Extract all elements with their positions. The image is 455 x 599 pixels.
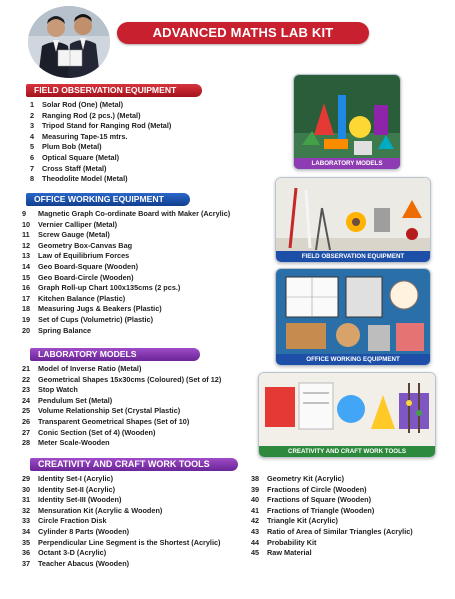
item-label: Measuring Tape-15 mtrs. bbox=[42, 131, 128, 141]
list-item bbox=[251, 474, 413, 485]
list-item bbox=[22, 283, 230, 294]
item-label: Volume Relationship Set (Crystal Plastic) bbox=[38, 406, 181, 416]
item-label: Geometry Box-Canvas Bag bbox=[38, 240, 133, 250]
item-label: Fractions of Triangle (Wooden) bbox=[267, 505, 375, 515]
list-item bbox=[30, 174, 171, 185]
list-item bbox=[22, 474, 220, 485]
item-number: 32 bbox=[22, 505, 31, 515]
item-number: 14 bbox=[22, 261, 31, 271]
item-label: Ratio of Area of Similar Triangles (Acrylic) bbox=[267, 526, 413, 536]
laboratory-models-photo bbox=[293, 74, 401, 170]
item-number: 2 bbox=[30, 110, 35, 120]
item-label: Model of Inverse Ratio (Metal) bbox=[38, 364, 142, 373]
list-item bbox=[251, 538, 413, 549]
item-number: 11 bbox=[22, 230, 30, 240]
photo-caption: CREATIVITY AND CRAFT WORK TOOLS bbox=[259, 446, 435, 457]
photo-caption: OFFICE WORKING EQUIPMENT bbox=[276, 354, 430, 365]
list-item bbox=[22, 396, 221, 407]
item-label: Measuring Jugs & Beakers (Plastic) bbox=[38, 304, 162, 314]
list-item bbox=[22, 538, 220, 549]
item-number: 42 bbox=[251, 516, 260, 526]
item-label: Magnetic Graph Co-ordinate Board with Maker (Acrylic) bbox=[38, 209, 231, 218]
item-label: Stop Watch bbox=[38, 385, 78, 395]
section-header-laboratory-models: LABORATORY MODELS bbox=[30, 348, 200, 361]
item-number: 5 bbox=[30, 142, 35, 152]
item-label: Raw Material bbox=[267, 548, 312, 558]
item-number: 40 bbox=[251, 495, 260, 505]
list-item bbox=[22, 326, 230, 337]
item-label: Law of Equilibrium Forces bbox=[38, 251, 130, 261]
item-label: Conic Section (Set of 4) (Wooden) bbox=[38, 427, 156, 437]
list-item bbox=[251, 516, 413, 527]
list-item bbox=[22, 304, 230, 315]
item-number: 30 bbox=[22, 484, 31, 494]
item-label: Identity Set-II (Acrylic) bbox=[38, 484, 116, 494]
item-number: 18 bbox=[22, 304, 31, 314]
item-number: 1 bbox=[30, 100, 35, 109]
item-number: 29 bbox=[22, 474, 31, 483]
list-item bbox=[22, 262, 230, 273]
list-item bbox=[251, 495, 413, 506]
item-label: Pendulum Set (Metal) bbox=[38, 395, 113, 405]
item-label: Geo Board-Circle (Wooden) bbox=[38, 272, 134, 282]
list-item bbox=[22, 485, 220, 496]
list-item bbox=[22, 230, 230, 241]
item-number: 24 bbox=[22, 395, 31, 405]
item-label: Vernier Calliper (Metal) bbox=[38, 219, 118, 229]
list-item bbox=[251, 485, 413, 496]
list-item bbox=[22, 241, 230, 252]
item-label: Screw Gauge (Metal) bbox=[38, 230, 110, 240]
list-item bbox=[22, 385, 221, 396]
item-label: Identity Set-III (Wooden) bbox=[38, 495, 122, 505]
creativity-craft-photo bbox=[258, 372, 436, 458]
item-label: Cross Staff (Metal) bbox=[42, 163, 107, 173]
section-header-office-working: OFFICE WORKING EQUIPMENT bbox=[26, 193, 190, 206]
item-number: 9 bbox=[22, 209, 27, 218]
list-item bbox=[22, 506, 220, 517]
item-label: Fractions of Square (Wooden) bbox=[267, 495, 372, 505]
item-label: Geo Board-Square (Wooden) bbox=[38, 261, 138, 271]
item-label: Meter Scale-Wooden bbox=[38, 438, 110, 448]
item-number: 37 bbox=[22, 558, 31, 568]
item-number: 13 bbox=[22, 251, 31, 261]
list-item bbox=[22, 364, 221, 375]
item-label: Geometry Kit (Acrylic) bbox=[267, 474, 345, 483]
item-label: Theodolite Model (Metal) bbox=[42, 174, 128, 184]
item-number: 8 bbox=[30, 174, 35, 184]
item-label: Set of Cups (Volumetric) (Plastic) bbox=[38, 314, 154, 324]
item-number: 17 bbox=[22, 293, 31, 303]
list-item bbox=[22, 438, 221, 449]
item-number: 26 bbox=[22, 416, 31, 426]
list-item bbox=[22, 527, 220, 538]
item-label: Geometrical Shapes 15x30cms (Coloured) (Set of 12) bbox=[38, 374, 222, 384]
item-number: 22 bbox=[22, 374, 31, 384]
photo-caption: FIELD OBSERVATION EQUIPMENT bbox=[276, 251, 430, 262]
item-label: Circle Fraction Disk bbox=[38, 516, 107, 526]
field-observation-photo bbox=[275, 177, 431, 263]
item-number: 38 bbox=[251, 474, 260, 483]
office-equipment-list bbox=[22, 209, 230, 336]
list-item bbox=[22, 495, 220, 506]
item-label: Ranging Rod (2 pcs.) (Metal) bbox=[42, 110, 141, 120]
section-header-creativity-craft: CREATIVITY AND CRAFT WORK TOOLS bbox=[30, 458, 238, 471]
list-item bbox=[22, 209, 230, 220]
list-item bbox=[30, 111, 171, 122]
item-number: 20 bbox=[22, 325, 31, 335]
item-label: Teacher Abacus (Wooden) bbox=[38, 558, 130, 568]
item-label: Solar Rod (One) (Metal) bbox=[42, 100, 124, 109]
item-number: 10 bbox=[22, 219, 31, 229]
item-label: Transparent Geometrical Shapes (Set of 10) bbox=[38, 416, 190, 426]
list-item bbox=[22, 559, 220, 570]
list-item bbox=[22, 417, 221, 428]
item-number: 41 bbox=[251, 505, 260, 515]
list-item bbox=[30, 121, 171, 132]
item-number: 31 bbox=[22, 495, 31, 505]
item-number: 43 bbox=[251, 526, 260, 536]
item-number: 15 bbox=[22, 272, 31, 282]
item-label: Optical Square (Metal) bbox=[42, 152, 120, 162]
list-item bbox=[22, 516, 220, 527]
list-item bbox=[30, 153, 171, 164]
item-label: Probability Kit bbox=[267, 537, 317, 547]
item-number: 27 bbox=[22, 427, 31, 437]
section-header-field-observation: FIELD OBSERVATION EQUIPMENT bbox=[26, 84, 202, 97]
laboratory-models-list bbox=[22, 364, 221, 449]
list-item bbox=[22, 220, 230, 231]
list-item bbox=[22, 428, 221, 439]
item-label: Spring Balance bbox=[38, 325, 92, 335]
item-label: Mensuration Kit (Acrylic & Wooden) bbox=[38, 505, 163, 515]
item-label: Perpendicular Line Segment is the Shortest (Acrylic) bbox=[38, 537, 221, 547]
list-item bbox=[30, 142, 171, 153]
list-item bbox=[30, 132, 171, 143]
list-item bbox=[22, 294, 230, 305]
item-label: Cylinder 8 Parts (Wooden) bbox=[38, 526, 130, 536]
item-label: Triangle Kit (Acrylic) bbox=[267, 516, 338, 526]
list-item bbox=[22, 548, 220, 559]
item-number: 3 bbox=[30, 121, 35, 131]
item-label: Plum Bob (Metal) bbox=[42, 142, 102, 152]
list-item bbox=[22, 251, 230, 262]
item-label: Identity Set-I (Acrylic) bbox=[38, 474, 114, 483]
item-number: 7 bbox=[30, 163, 35, 173]
list-item bbox=[30, 100, 171, 111]
list-item bbox=[251, 548, 413, 559]
item-label: Kitchen Balance (Plastic) bbox=[38, 293, 126, 303]
field-equipment-list bbox=[30, 100, 171, 185]
item-number: 36 bbox=[22, 548, 31, 558]
item-number: 6 bbox=[30, 152, 35, 162]
item-number: 44 bbox=[251, 537, 260, 547]
list-item bbox=[22, 315, 230, 326]
list-item bbox=[251, 527, 413, 538]
craft-tools-list-right bbox=[251, 474, 413, 559]
item-number: 33 bbox=[22, 516, 31, 526]
item-number: 25 bbox=[22, 406, 31, 416]
item-number: 21 bbox=[22, 364, 31, 373]
page-title: ADVANCED MATHS LAB KIT bbox=[117, 22, 369, 44]
item-number: 12 bbox=[22, 240, 31, 250]
item-label: Tripod Stand for Ranging Rod (Metal) bbox=[42, 121, 172, 131]
item-number: 19 bbox=[22, 314, 31, 324]
item-number: 39 bbox=[251, 484, 260, 494]
item-label: Octant 3-D (Acrylic) bbox=[38, 548, 107, 558]
item-number: 16 bbox=[22, 283, 31, 293]
craft-tools-list-left bbox=[22, 474, 220, 569]
item-label: Fractions of Circle (Wooden) bbox=[267, 484, 367, 494]
header-photo-two-students bbox=[28, 6, 110, 78]
item-number: 45 bbox=[251, 548, 260, 558]
item-number: 28 bbox=[22, 438, 31, 448]
list-item bbox=[251, 506, 413, 517]
office-working-photo bbox=[275, 268, 431, 366]
list-item bbox=[30, 164, 171, 175]
item-number: 4 bbox=[30, 131, 35, 141]
item-label: Graph Roll-up Chart 100x135cms (2 pcs.) bbox=[38, 283, 181, 293]
list-item bbox=[22, 406, 221, 417]
item-number: 23 bbox=[22, 385, 31, 395]
photo-caption: LABORATORY MODELS bbox=[294, 158, 400, 169]
list-item bbox=[22, 375, 221, 386]
list-item bbox=[22, 273, 230, 284]
item-number: 35 bbox=[22, 537, 31, 547]
item-number: 34 bbox=[22, 526, 31, 536]
